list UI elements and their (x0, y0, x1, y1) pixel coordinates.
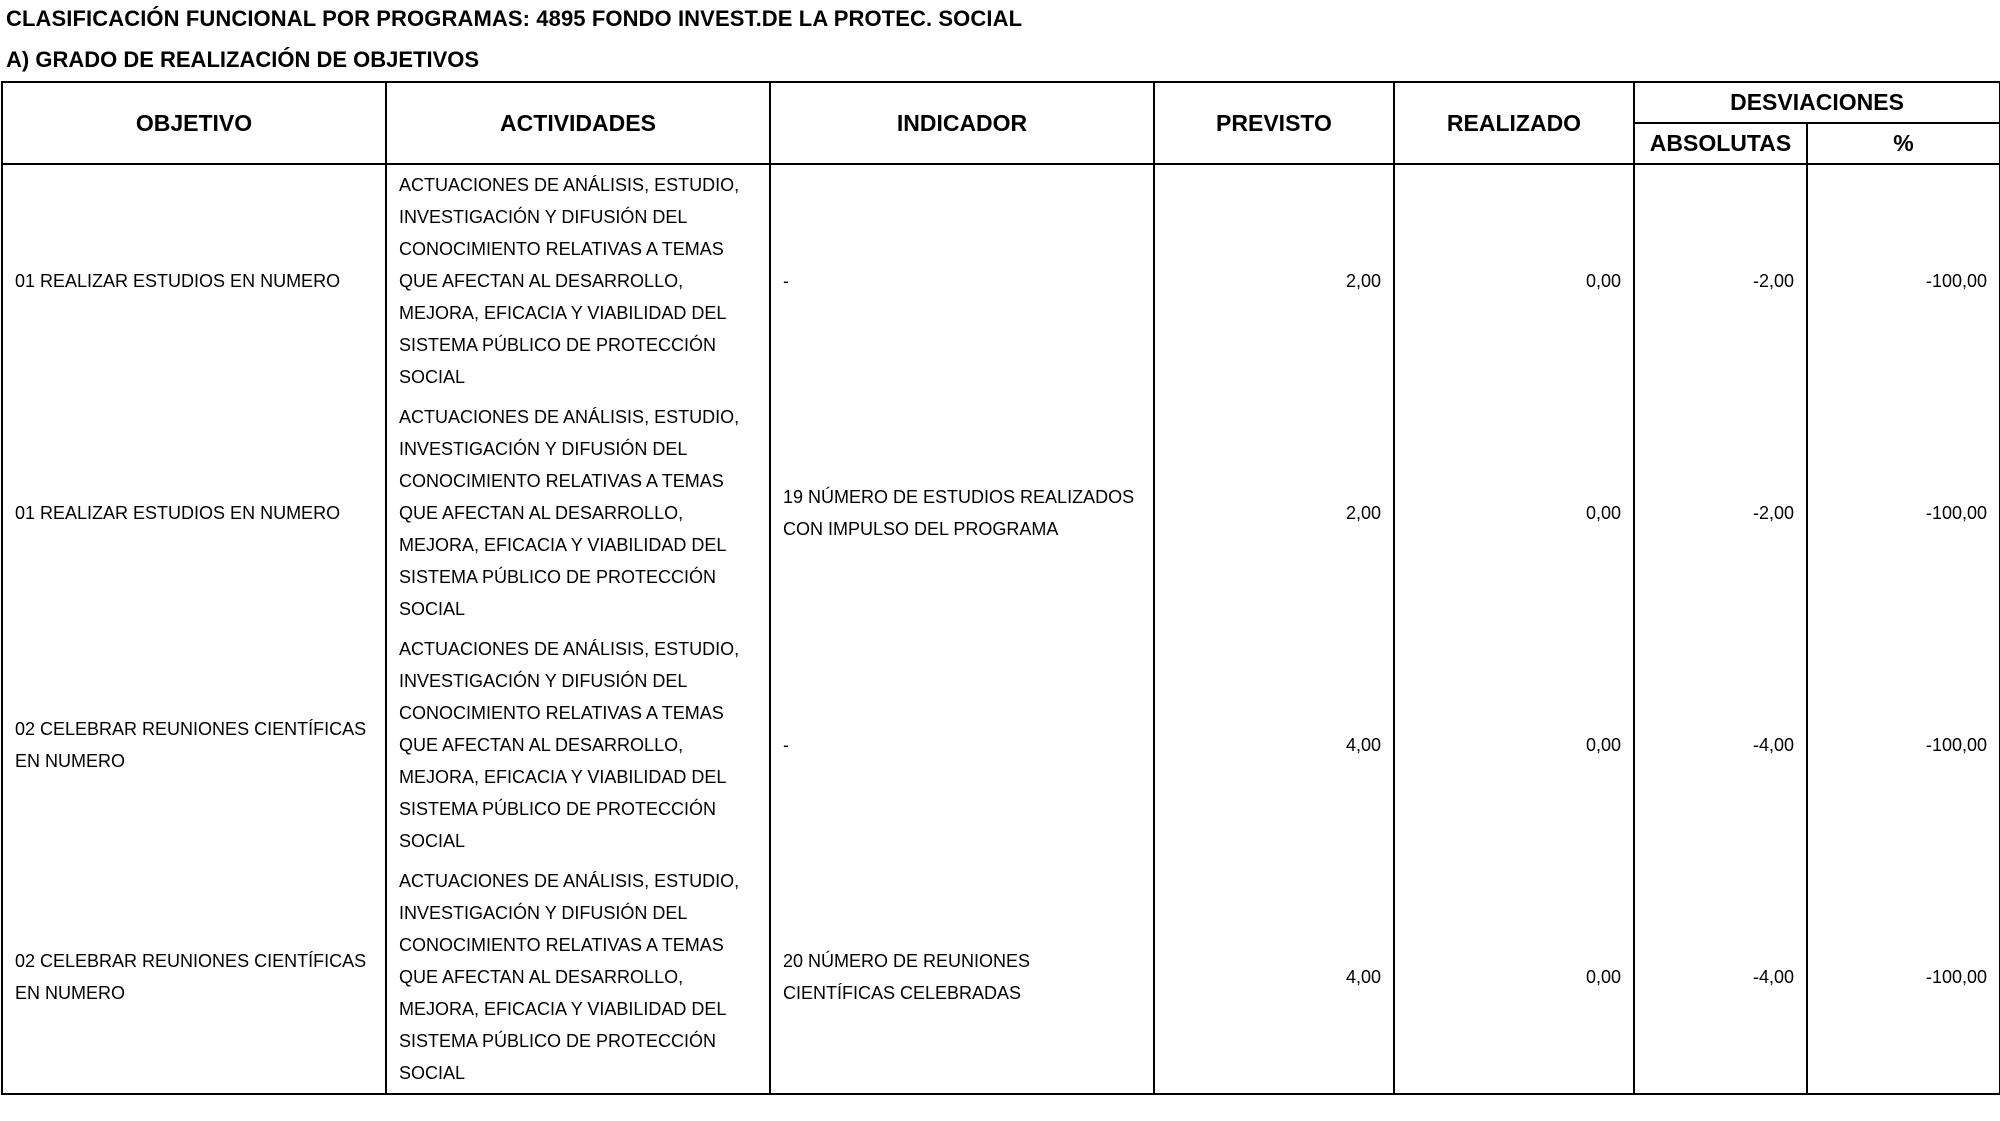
column-header-objetivo: OBJETIVO (2, 82, 386, 164)
realizado-cell: 0,00 (1394, 629, 1634, 861)
indicador-cell: 20 NÚMERO DE REUNIONES CIENTÍFICAS CELEBRADAS (770, 861, 1154, 1094)
actividades-cell: ACTUACIONES DE ANÁLISIS, ESTUDIO, INVESTIGACIÓN Y DIFUSIÓN DEL CONOCIMIENTO RELATIVAS A TEMAS QUE AFECTAN AL DESARROLLO, MEJORA, EFICACIA Y VIABILIDAD DEL SISTEMA PÚBLICO DE PROTECCIÓN SOCIAL (386, 397, 770, 629)
indicador-cell: - (770, 164, 1154, 397)
realizado-cell: 0,00 (1394, 164, 1634, 397)
absolutas-cell: -2,00 (1634, 397, 1807, 629)
column-header-desviaciones: DESVIACIONES (1634, 82, 2000, 123)
previsto-cell: 4,00 (1154, 629, 1394, 861)
table-row (2, 629, 2000, 861)
table-row (2, 861, 2000, 1094)
realizado-cell: 0,00 (1394, 397, 1634, 629)
table-row (2, 164, 2000, 397)
objetivo-cell: 01 REALIZAR ESTUDIOS EN NUMERO (2, 397, 386, 629)
indicador-cell: 19 NÚMERO DE ESTUDIOS REALIZADOS CON IMPULSO DEL PROGRAMA (770, 397, 1154, 629)
porcentaje-cell: -100,00 (1807, 164, 2000, 397)
objetivo-cell: 01 REALIZAR ESTUDIOS EN NUMERO (2, 164, 386, 397)
porcentaje-cell: -100,00 (1807, 629, 2000, 861)
column-header-indicador: INDICADOR (770, 82, 1154, 164)
table-row (2, 397, 2000, 629)
porcentaje-cell: -100,00 (1807, 397, 2000, 629)
column-header-actividades: ACTIVIDADES (386, 82, 770, 164)
porcentaje-cell: -100,00 (1807, 861, 2000, 1094)
actividades-cell: ACTUACIONES DE ANÁLISIS, ESTUDIO, INVESTIGACIÓN Y DIFUSIÓN DEL CONOCIMIENTO RELATIVAS A TEMAS QUE AFECTAN AL DESARROLLO, MEJORA, EFICACIA Y VIABILIDAD DEL SISTEMA PÚBLICO DE PROTECCIÓN SOCIAL (386, 164, 770, 397)
actividades-cell: ACTUACIONES DE ANÁLISIS, ESTUDIO, INVESTIGACIÓN Y DIFUSIÓN DEL CONOCIMIENTO RELATIVAS A TEMAS QUE AFECTAN AL DESARROLLO, MEJORA, EFICACIA Y VIABILIDAD DEL SISTEMA PÚBLICO DE PROTECCIÓN SOCIAL (386, 629, 770, 861)
column-header-realizado: REALIZADO (1394, 82, 1634, 164)
realizado-cell: 0,00 (1394, 861, 1634, 1094)
actividades-cell: ACTUACIONES DE ANÁLISIS, ESTUDIO, INVESTIGACIÓN Y DIFUSIÓN DEL CONOCIMIENTO RELATIVAS A TEMAS QUE AFECTAN AL DESARROLLO, MEJORA, EFICACIA Y VIABILIDAD DEL SISTEMA PÚBLICO DE PROTECCIÓN SOCIAL (386, 861, 770, 1094)
objectives-table (1, 81, 2000, 1095)
column-header-absolutas: ABSOLUTAS (1634, 123, 1807, 164)
column-header-porcentaje: % (1807, 123, 2000, 164)
section-title: A) GRADO DE REALIZACIÓN DE OBJETIVOS (6, 47, 480, 72)
absolutas-cell: -4,00 (1634, 629, 1807, 861)
column-header-previsto: PREVISTO (1154, 82, 1394, 164)
absolutas-cell: -2,00 (1634, 164, 1807, 397)
previsto-cell: 4,00 (1154, 861, 1394, 1094)
previsto-cell: 2,00 (1154, 397, 1394, 629)
objetivo-cell: 02 CELEBRAR REUNIONES CIENTÍFICAS EN NUMERO (2, 629, 386, 861)
absolutas-cell: -4,00 (1634, 861, 1807, 1094)
objetivo-cell: 02 CELEBRAR REUNIONES CIENTÍFICAS EN NUMERO (2, 861, 386, 1094)
header-row (2, 82, 2000, 123)
indicador-cell: - (770, 629, 1154, 861)
previsto-cell: 2,00 (1154, 164, 1394, 397)
page-title: CLASIFICACIÓN FUNCIONAL POR PROGRAMAS: 4895 FONDO INVEST.DE LA PROTEC. SOCIAL (6, 6, 1023, 31)
